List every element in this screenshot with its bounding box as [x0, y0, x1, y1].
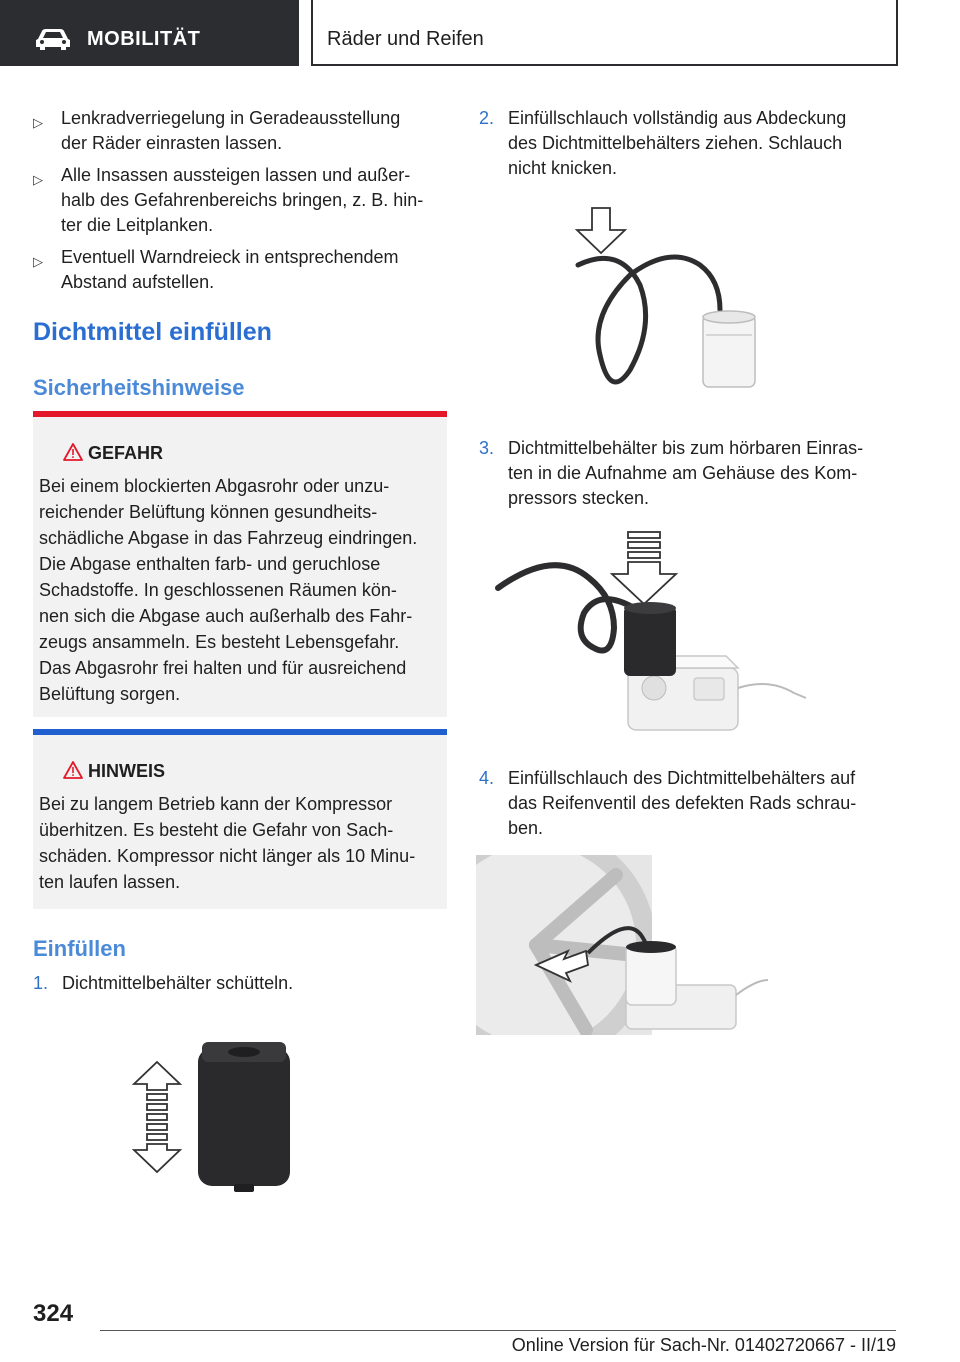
page-number: 324 [33, 1300, 74, 1327]
danger-bar [33, 411, 447, 417]
step-line: ben. [508, 818, 544, 838]
footer-text: Online Version für Sach-Nr. 01402720667 - II/19 [511, 1335, 896, 1355]
text-line: Bei einem blockierten Abgasrohr oder unzu- [39, 476, 390, 496]
notice-box [33, 729, 447, 909]
bullet-triangle-icon: ▷ [33, 172, 43, 187]
bullet-line: Eventuell Warndreieck in entsprechendem [61, 247, 399, 267]
insert-container-illustration [494, 528, 814, 743]
footer-divider [100, 1330, 896, 1331]
section-tab [0, 0, 299, 66]
step-number: 3. [479, 438, 495, 458]
car-icon [34, 27, 72, 51]
bullet-triangle-icon: ▷ [33, 115, 43, 130]
notice-text [39, 791, 415, 895]
text-line: schädliche Abgase in das Fahrzeug eindringen. [39, 528, 418, 548]
text-line: Schadstoffe. In geschlossenen Räumen kön- [39, 580, 397, 600]
step-line: nicht knicken. [508, 158, 618, 178]
warning-triangle-icon [63, 443, 83, 461]
subsection-heading: Sicherheitshinweise [33, 375, 245, 400]
step-number: 1. [33, 973, 49, 993]
step-number: 2. [479, 108, 495, 128]
text-line: nen sich die Abgase auch außerhalb des Fahr- [39, 606, 413, 626]
notice-title: HINWEIS [88, 761, 166, 781]
bullet-line: der Räder einrasten lassen. [61, 133, 283, 153]
bullet-line: Abstand aufstellen. [61, 272, 215, 292]
step-text: Dichtmittelbehälter schütteln. [62, 973, 294, 993]
step-number: 4. [479, 768, 495, 788]
step-line: des Dichtmittelbehälters ziehen. Schlauch [508, 133, 843, 153]
danger-title: GEFAHR [88, 443, 164, 463]
text-line: schäden. Kompressor nicht länger als 10 Minu- [39, 846, 416, 866]
section-heading: Dichtmittel einfüllen [33, 318, 272, 346]
chapter-tab [311, 0, 898, 66]
step-line: ten in die Aufnahme am Gehäuse des Kom- [508, 463, 858, 483]
text-line: reichender Belüftung können gesundheits- [39, 502, 378, 522]
chapter-label: Räder und Reifen [327, 28, 484, 50]
section-label: MOBILITÄT [87, 28, 201, 50]
bullet-line: Lenkradverriegelung in Geradeausstellung [61, 108, 401, 128]
text-line: Belüftung sorgen. [39, 684, 181, 704]
step-line: das Reifenventil des defekten Rads schrau- [508, 793, 857, 813]
pull-hose-illustration [570, 205, 770, 395]
warning-triangle-icon [63, 761, 83, 779]
hose-on-valve-illustration [476, 855, 776, 1035]
notice-bar [33, 729, 447, 735]
bullet-line: Alle Insassen aussteigen lassen und außer- [61, 165, 411, 185]
text-line: Das Abgasrohr frei halten und für ausreichend [39, 658, 407, 678]
bullet-triangle-icon: ▷ [33, 254, 43, 269]
text-line: überhitzen. Es besteht die Gefahr von Sach- [39, 820, 394, 840]
text-line: ten laufen lassen. [39, 872, 181, 892]
step-line: Einfüllschlauch des Dichtmittelbehälters auf [508, 768, 856, 788]
text-line: Die Abgase enthalten farb- und geruchlose [39, 554, 381, 574]
text-line: zeugs ansammeln. Es besteht Lebensgefahr. [39, 632, 400, 652]
step-line: Dichtmittelbehälter bis zum hörbaren Einras- [508, 438, 864, 458]
bullet-line: ter die Leitplanken. [61, 215, 214, 235]
text-line: Bei zu langem Betrieb kann der Kompressor [39, 794, 393, 814]
step-line: Einfüllschlauch vollständig aus Abdeckung [508, 108, 847, 128]
step-line: pressors stecken. [508, 488, 650, 508]
shake-container-illustration [130, 1040, 300, 1200]
danger-box [33, 411, 447, 717]
danger-text [39, 473, 417, 707]
subsection-heading: Einfüllen [33, 936, 126, 961]
bullet-line: halb des Gefahrenbereichs bringen, z. B. hin- [61, 190, 424, 210]
